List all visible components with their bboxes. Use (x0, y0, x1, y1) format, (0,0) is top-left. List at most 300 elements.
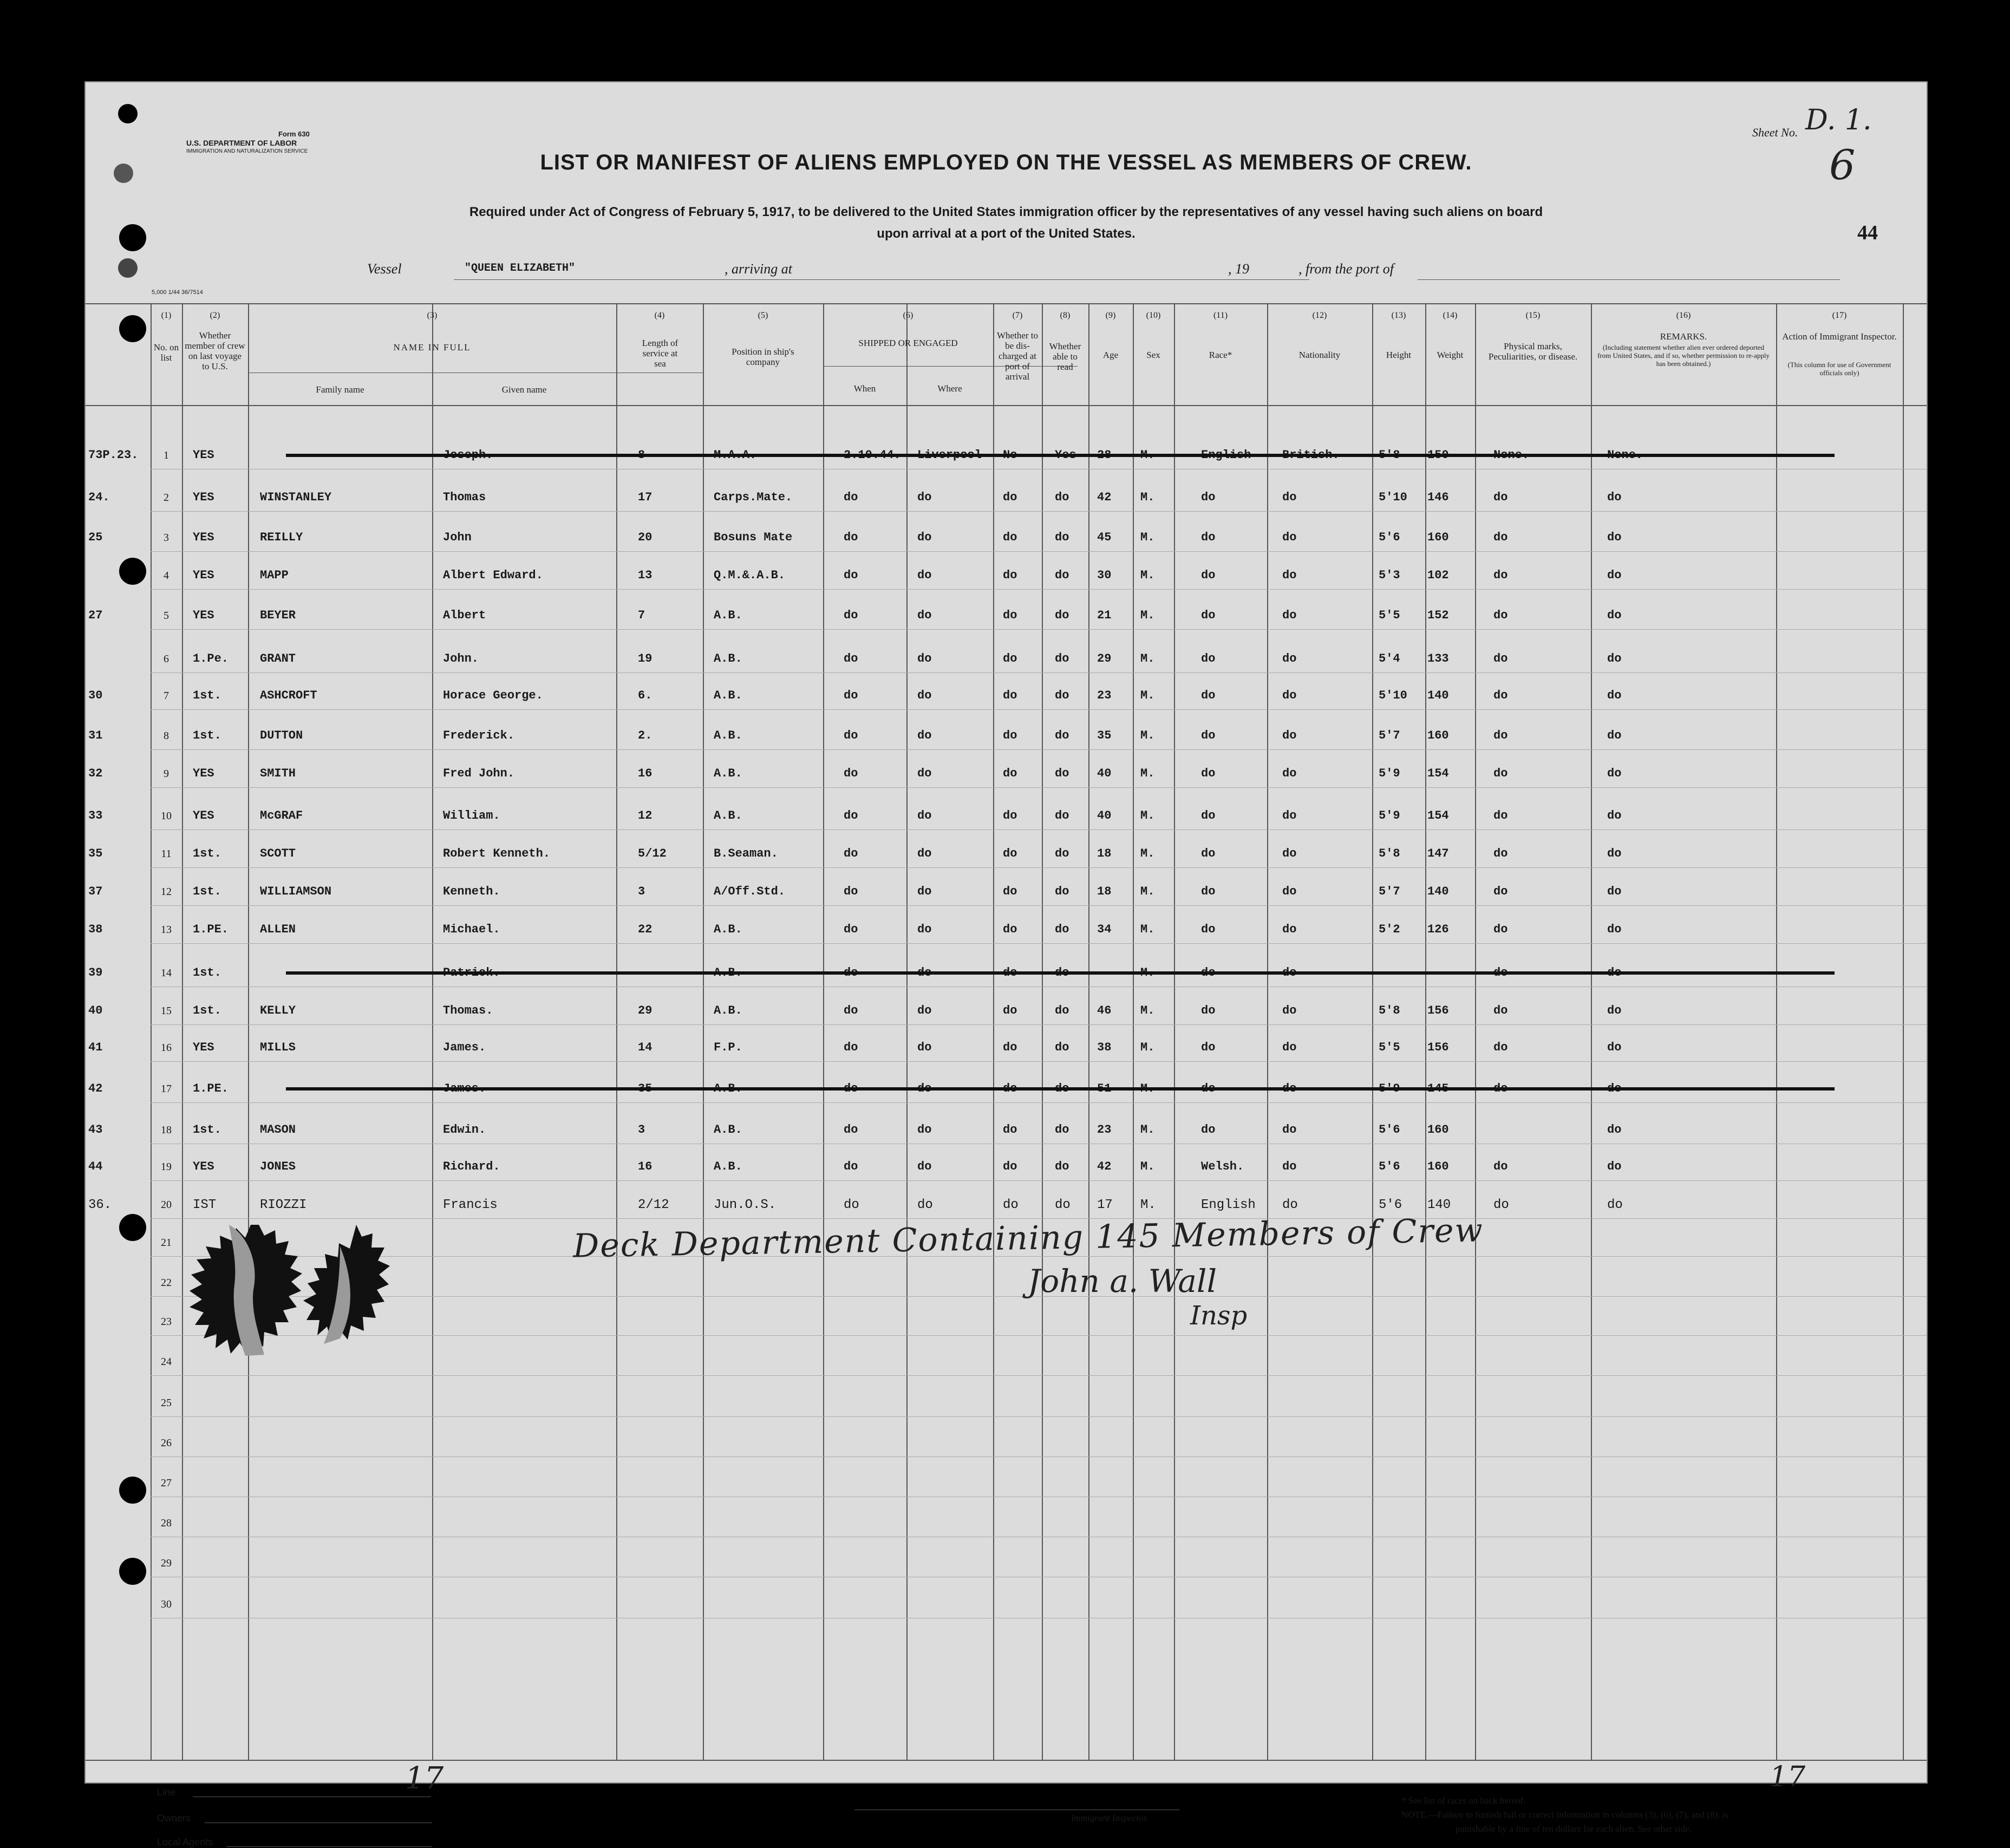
page-mark: 44 (1857, 221, 1878, 244)
position-cell: Jun.O.S. (714, 1198, 776, 1212)
able-to-read-cell: do (1055, 1123, 1069, 1137)
nationality-cell: do (1282, 809, 1297, 822)
sex-cell: M. (1140, 923, 1155, 936)
physical-marks-cell: do (1493, 1198, 1509, 1212)
remarks-cell: do (1607, 1198, 1623, 1212)
header-remarks: REMARKS. (1660, 331, 1707, 342)
discharged-cell: do (1003, 729, 1017, 742)
race-cell: do (1201, 1123, 1216, 1137)
nationality-cell: do (1282, 531, 1297, 544)
shipped-when-cell: do (844, 1004, 858, 1017)
remarks-cell: do (1607, 729, 1622, 742)
given-name-cell: Richard. (443, 1160, 500, 1173)
weight-cell: 160 (1427, 729, 1449, 742)
nationality-cell: do (1282, 1082, 1297, 1095)
row-number: 18 (161, 1124, 172, 1136)
able-to-read-cell: do (1055, 767, 1069, 780)
family-name-cell: BEYER (260, 609, 296, 622)
member-prev-cell: 1.Pe. (193, 652, 229, 665)
footer-agents-underline (226, 1846, 432, 1847)
race-cell: do (1201, 531, 1216, 544)
table-header-rule (86, 405, 1927, 406)
row-number: 2 (164, 492, 169, 504)
family-name-cell: RIOZZI (260, 1198, 307, 1212)
inspector-signature: John a. Wall (1028, 1263, 1217, 1300)
weight-cell: 160 (1427, 1160, 1449, 1173)
height-cell: 5'8 (1379, 448, 1400, 462)
row-number: 6 (164, 653, 169, 665)
sex-cell: M. (1140, 609, 1155, 622)
official-seal (178, 1214, 394, 1382)
age-cell: 23 (1097, 689, 1112, 702)
row-ref-cell: 44 (88, 1160, 103, 1173)
position-cell: A.B. (714, 609, 742, 622)
position-cell: A.B. (714, 767, 742, 780)
weight-cell: 152 (1427, 609, 1449, 622)
column-rule (1776, 303, 1777, 1760)
given-name-cell: Patrick. (443, 966, 500, 979)
row-rule (151, 511, 1927, 512)
family-name-cell: JONES (260, 1160, 296, 1173)
column-number: (7) (1012, 311, 1023, 320)
age-cell: 17 (1097, 1198, 1113, 1212)
physical-marks-cell: do (1493, 847, 1508, 860)
member-prev-cell: YES (193, 569, 214, 582)
given-name-cell: Albert (443, 609, 486, 622)
header-action-inspector: Action of Immigrant Inspector. (1782, 331, 1897, 342)
discharged-cell: do (1003, 1004, 1017, 1017)
physical-marks-cell: do (1493, 966, 1508, 979)
weight-cell: 156 (1427, 1004, 1449, 1017)
header-when: When (853, 383, 876, 394)
given-name-cell: John (443, 531, 472, 544)
column-rule (1372, 303, 1373, 1760)
discharged-cell: do (1003, 1198, 1019, 1212)
remarks-cell: do (1607, 1160, 1622, 1173)
shipped-when-cell: do (844, 923, 858, 936)
discharged-cell: do (1003, 609, 1017, 622)
race-cell: Welsh. (1201, 1160, 1244, 1173)
discharged-cell: do (1003, 689, 1017, 702)
shipped-where-cell: do (917, 689, 932, 702)
height-cell: 5'9 (1379, 809, 1400, 822)
column-rule (1903, 303, 1904, 1760)
member-prev-cell: 1st. (193, 966, 221, 979)
row-rule (151, 672, 1927, 673)
header-length-service: Length of service at sea (642, 338, 678, 369)
column-number: (6) (903, 311, 913, 320)
strike-through-line (286, 454, 1835, 457)
sex-cell: M. (1140, 767, 1155, 780)
form-number: Form 630 (278, 130, 310, 138)
race-cell: do (1201, 689, 1216, 702)
weight-cell: 102 (1427, 569, 1449, 582)
height-cell: 5'3 (1379, 569, 1400, 582)
shipped-where-cell: do (917, 491, 932, 504)
physical-marks-cell: do (1493, 729, 1508, 742)
position-cell: A.B. (714, 1004, 742, 1017)
given-name-cell: John. (443, 652, 479, 665)
physical-marks-cell: do (1493, 767, 1508, 780)
punch-hole (119, 1477, 146, 1504)
row-ref-cell: 42 (88, 1082, 103, 1095)
age-cell: 38 (1097, 1041, 1112, 1054)
column-rule (906, 303, 908, 1760)
punch-hole (118, 258, 138, 278)
member-prev-cell: 1st. (193, 885, 221, 898)
sex-cell: M. (1140, 885, 1155, 898)
shipped-where-cell: do (917, 569, 932, 582)
position-cell: Carps.Mate. (714, 491, 793, 504)
service-label: IMMIGRATION AND NATURALIZATION SERVICE (186, 148, 308, 154)
length-service-cell: 16 (638, 1160, 652, 1173)
row-ref-cell: 37 (88, 885, 103, 898)
position-cell: A.B. (714, 966, 742, 979)
discharged-cell: do (1003, 569, 1017, 582)
footer-note-penalty-2: punishable by a fine of ten dollars for each alien. See other side. (1456, 1824, 1692, 1834)
given-name-cell: Kenneth. (443, 885, 500, 898)
discharged-cell: do (1003, 885, 1017, 898)
weight-cell: 150 (1427, 448, 1449, 462)
footer-line-value: 17 (405, 1761, 444, 1796)
physical-marks-cell: do (1493, 923, 1508, 936)
discharged-cell: No (1003, 448, 1017, 462)
header-position: Position in ship's company (732, 347, 794, 367)
age-cell: 45 (1097, 531, 1112, 544)
weight-cell: 154 (1427, 809, 1449, 822)
weight-cell: 140 (1427, 885, 1449, 898)
able-to-read-cell: do (1055, 1041, 1069, 1054)
row-rule (151, 749, 1927, 750)
weight-cell: 146 (1427, 491, 1449, 504)
row-number: 24 (161, 1356, 172, 1368)
row-ref-cell: 25 (88, 531, 103, 544)
row-number: 11 (161, 848, 172, 860)
shipped-when-cell: do (844, 652, 858, 665)
age-cell: 40 (1097, 767, 1112, 780)
header-given-name: Given name (501, 384, 547, 395)
sex-cell: M. (1140, 1123, 1155, 1137)
nationality-cell: do (1282, 1041, 1297, 1054)
length-service-cell: 29 (638, 1004, 652, 1017)
shipped-when-cell: do (844, 767, 858, 780)
row-ref-cell: 40 (88, 1004, 103, 1017)
sex-cell: M. (1140, 1160, 1155, 1173)
nationality-cell: do (1282, 1160, 1297, 1173)
remarks-cell: do (1607, 491, 1622, 504)
column-rule (993, 303, 994, 1760)
footer-agents-label: Local Agents (157, 1837, 213, 1847)
column-rule (151, 303, 152, 1760)
position-cell: A.B. (714, 652, 742, 665)
discharged-cell: do (1003, 809, 1017, 822)
shipped-where-cell: do (917, 729, 932, 742)
discharged-cell: do (1003, 767, 1017, 780)
shipped-where-cell: do (917, 1198, 933, 1212)
member-prev-cell: YES (193, 491, 214, 504)
column-number: (10) (1146, 311, 1161, 320)
member-prev-cell: IST (193, 1198, 217, 1212)
able-to-read-cell: do (1055, 966, 1069, 979)
header-family-name: Family name (316, 384, 364, 395)
able-to-read-cell: do (1055, 847, 1069, 860)
remarks-cell: do (1607, 767, 1622, 780)
row-rule (151, 589, 1927, 590)
member-prev-cell: 1st. (193, 847, 221, 860)
discharged-cell: do (1003, 1041, 1017, 1054)
column-rule (616, 303, 617, 1760)
able-to-read-cell: do (1055, 1160, 1069, 1173)
position-cell: B.Seaman. (714, 847, 778, 860)
discharged-cell: do (1003, 847, 1017, 860)
family-name-cell: DUTTON (260, 729, 303, 742)
discharged-cell: do (1003, 1123, 1017, 1137)
weight-cell: 147 (1427, 847, 1449, 860)
shipped-where-cell: do (917, 923, 932, 936)
nationality-cell: do (1282, 609, 1297, 622)
column-number: (12) (1312, 311, 1327, 320)
manifest-subtitle: Required under Act of Congress of February 5, 1917, to be delivered to the United States immigration officer by the representatives of any vessel having such aliens on board (469, 205, 1543, 219)
family-name-cell: GRANT (260, 652, 296, 665)
sex-cell: M. (1140, 966, 1155, 979)
race-cell: do (1201, 767, 1216, 780)
member-prev-cell: 1.PE. (193, 1082, 229, 1095)
race-cell: do (1201, 1004, 1216, 1017)
row-number: 20 (161, 1199, 172, 1211)
shipped-when-cell: do (844, 531, 858, 544)
race-cell: do (1201, 491, 1216, 504)
column-number: (8) (1060, 311, 1071, 320)
shipped-when-cell: do (844, 1160, 858, 1173)
column-rule (248, 303, 249, 1760)
physical-marks-cell: do (1493, 652, 1508, 665)
race-cell: do (1201, 569, 1216, 582)
footer-note-penalty: NOTE.—Failure to furnish full or correct information in columns (3), (6), (7), and (8), is (1401, 1810, 1728, 1820)
race-cell: do (1201, 1082, 1216, 1095)
sheet-number-value: D. 1. (1805, 104, 1872, 136)
row-ref-cell: 32 (88, 767, 103, 780)
height-cell: 5'8 (1379, 1004, 1400, 1017)
race-cell: do (1201, 652, 1216, 665)
header-sex: Sex (1146, 350, 1160, 360)
year-label: , 19 (1228, 261, 1249, 277)
member-prev-cell: YES (193, 448, 214, 462)
position-cell: A.B. (714, 1160, 742, 1173)
arriving-underline (811, 279, 1309, 280)
length-service-cell: 16 (638, 767, 652, 780)
position-cell: A.B. (714, 1082, 742, 1095)
row-ref-cell: 41 (88, 1041, 103, 1054)
race-cell: English (1201, 1198, 1256, 1212)
shipped-where-cell: do (917, 609, 932, 622)
position-cell: A.B. (714, 689, 742, 702)
height-cell: 5'2 (1379, 923, 1400, 936)
physical-marks-cell: do (1493, 1160, 1508, 1173)
given-name-cell: Edwin. (443, 1123, 486, 1137)
row-number: 21 (161, 1237, 172, 1249)
length-service-cell: 2/12 (638, 1198, 669, 1212)
age-cell: 35 (1097, 729, 1112, 742)
nationality-cell: do (1282, 923, 1297, 936)
sex-cell: M. (1140, 569, 1155, 582)
position-cell: A.B. (714, 809, 742, 822)
row-number: 15 (161, 1005, 172, 1017)
age-cell: 29 (1097, 652, 1112, 665)
row-number: 3 (164, 532, 169, 544)
race-cell: do (1201, 729, 1216, 742)
column-rule (1591, 303, 1592, 1760)
physical-marks-cell: do (1493, 609, 1508, 622)
weight-cell: 145 (1427, 1082, 1449, 1095)
height-cell: 5'9 (1379, 767, 1400, 780)
row-rule (151, 551, 1927, 552)
height-cell: 5'9 (1379, 1082, 1400, 1095)
header-shipped-engaged: SHIPPED OR ENGAGED (858, 338, 958, 348)
header-physical-marks: Physical marks, Peculiarities, or disease. (1488, 341, 1578, 362)
row-ref-cell: 73P.23. (88, 448, 139, 462)
physical-marks-cell: do (1493, 1082, 1508, 1095)
footer-inspector-label: Immigrant Inspector. (1071, 1813, 1148, 1823)
shipped-when-cell: 2.10.44. (844, 448, 901, 462)
row-number: 12 (161, 886, 172, 898)
able-to-read-cell: do (1055, 809, 1069, 822)
column-number: (14) (1443, 311, 1458, 320)
column-number: (1) (161, 311, 172, 320)
shipped-where-cell: do (917, 966, 932, 979)
manifest-sheet (84, 81, 1928, 1847)
sex-cell: M. (1140, 847, 1155, 860)
shipped-when-cell: do (844, 847, 858, 860)
remarks-cell: do (1607, 966, 1622, 979)
family-name-cell: SCOTT (260, 847, 296, 860)
row-rule (151, 867, 1927, 868)
height-cell: 5'4 (1379, 652, 1400, 665)
age-cell: 30 (1097, 569, 1112, 582)
able-to-read-cell: do (1055, 1082, 1069, 1095)
discharged-cell: do (1003, 1082, 1017, 1095)
column-number: (13) (1391, 311, 1406, 320)
given-name-cell: Thomas. (443, 1004, 493, 1017)
nationality-cell: do (1282, 652, 1297, 665)
height-cell: 5'6 (1379, 1160, 1400, 1173)
row-rule (151, 1102, 1927, 1103)
shipped-where-cell: do (917, 1041, 932, 1054)
row-number: 9 (164, 768, 169, 780)
position-cell: Q.M.&.A.B. (714, 569, 786, 582)
column-rule (1088, 303, 1089, 1760)
table-bottom-rule (86, 1760, 1927, 1761)
nationality-cell: do (1282, 729, 1297, 742)
nationality-cell: do (1282, 847, 1297, 860)
column-rule (1042, 303, 1043, 1760)
header-nationality: Nationality (1298, 350, 1341, 360)
nationality-cell: do (1282, 1123, 1297, 1137)
row-rule (151, 1061, 1927, 1062)
position-cell: Bosuns Mate (714, 531, 793, 544)
shipped-where-cell: do (917, 531, 932, 544)
row-number: 13 (161, 924, 172, 936)
physical-marks-cell: do (1493, 569, 1508, 582)
nationality-cell: do (1282, 966, 1297, 979)
family-name-cell: MASON (260, 1123, 296, 1137)
header-age: Age (1102, 350, 1119, 360)
weight-cell: 140 (1427, 689, 1449, 702)
physical-marks-cell: do (1493, 531, 1508, 544)
remarks-cell: None. (1607, 448, 1643, 462)
header-member-prev-voyage: Whether member of crew on last voyage to U.S. (185, 330, 245, 371)
length-service-cell: 19 (638, 652, 652, 665)
able-to-read-cell: do (1055, 609, 1069, 622)
given-name-cell: James. (443, 1041, 486, 1054)
shipped-when-cell: do (844, 569, 858, 582)
discharged-cell: do (1003, 652, 1017, 665)
nationality-cell: do (1282, 1198, 1298, 1212)
shipped-where-cell: do (917, 652, 932, 665)
column-number: (9) (1105, 311, 1116, 320)
row-ref-cell: 27 (88, 609, 103, 622)
row-number: 17 (161, 1083, 172, 1095)
given-name-cell: Joseph. (443, 448, 493, 462)
member-prev-cell: 1st. (193, 729, 221, 742)
given-name-cell: Robert Kenneth. (443, 847, 551, 860)
physical-marks-cell: do (1493, 689, 1508, 702)
member-prev-cell: 1st. (193, 1123, 221, 1137)
row-ref-cell: 30 (88, 689, 103, 702)
remarks-cell: do (1607, 689, 1622, 702)
remarks-cell: do (1607, 1082, 1622, 1095)
header-remarks-note: (Including statement whether alien ever ordered deported from United States, and if so, whether permission to re-apply has been obtained.) (1597, 343, 1770, 368)
family-name-cell: KELLY (260, 1004, 296, 1017)
header-where: Where (937, 383, 962, 394)
row-number: 25 (161, 1397, 172, 1409)
punch-hole (119, 315, 146, 342)
shipped-where-cell: do (917, 1004, 932, 1017)
length-service-cell: 22 (638, 923, 652, 936)
column-number: (11) (1213, 311, 1228, 320)
nationality-cell: British. (1282, 448, 1340, 462)
able-to-read-cell: do (1055, 1198, 1071, 1212)
height-cell: 5'6 (1379, 1123, 1400, 1137)
row-ref-cell: 36. (88, 1198, 112, 1212)
row-number: 30 (161, 1598, 172, 1610)
sex-cell: M. (1140, 1082, 1155, 1095)
sex-cell: M. (1140, 689, 1155, 702)
height-cell: 5'7 (1379, 885, 1400, 898)
sex-cell: M. (1140, 1004, 1155, 1017)
height-cell: 5'8 (1379, 847, 1400, 860)
row-number: 23 (161, 1316, 172, 1328)
remarks-cell: do (1607, 847, 1622, 860)
able-to-read-cell: do (1055, 652, 1069, 665)
able-to-read-cell: do (1055, 729, 1069, 742)
shipped-when-cell: do (844, 729, 858, 742)
arriving-label: , arriving at (725, 261, 792, 277)
race-cell: do (1201, 923, 1216, 936)
physical-marks-cell: do (1493, 885, 1508, 898)
weight-cell: 160 (1427, 1123, 1449, 1137)
age-cell: 42 (1097, 491, 1112, 504)
from-port-underline (1418, 279, 1840, 280)
row-number: 10 (161, 810, 172, 822)
age-cell: 18 (1097, 885, 1112, 898)
given-name-cell: Fred John. (443, 767, 515, 780)
race-cell: do (1201, 609, 1216, 622)
row-ref-cell: 38 (88, 923, 103, 936)
header-height: Height (1386, 350, 1412, 360)
manifest-subtitle-2: upon arrival at a port of the United States. (877, 226, 1135, 241)
remarks-cell: do (1607, 569, 1622, 582)
family-name-cell: SMITH (260, 767, 296, 780)
